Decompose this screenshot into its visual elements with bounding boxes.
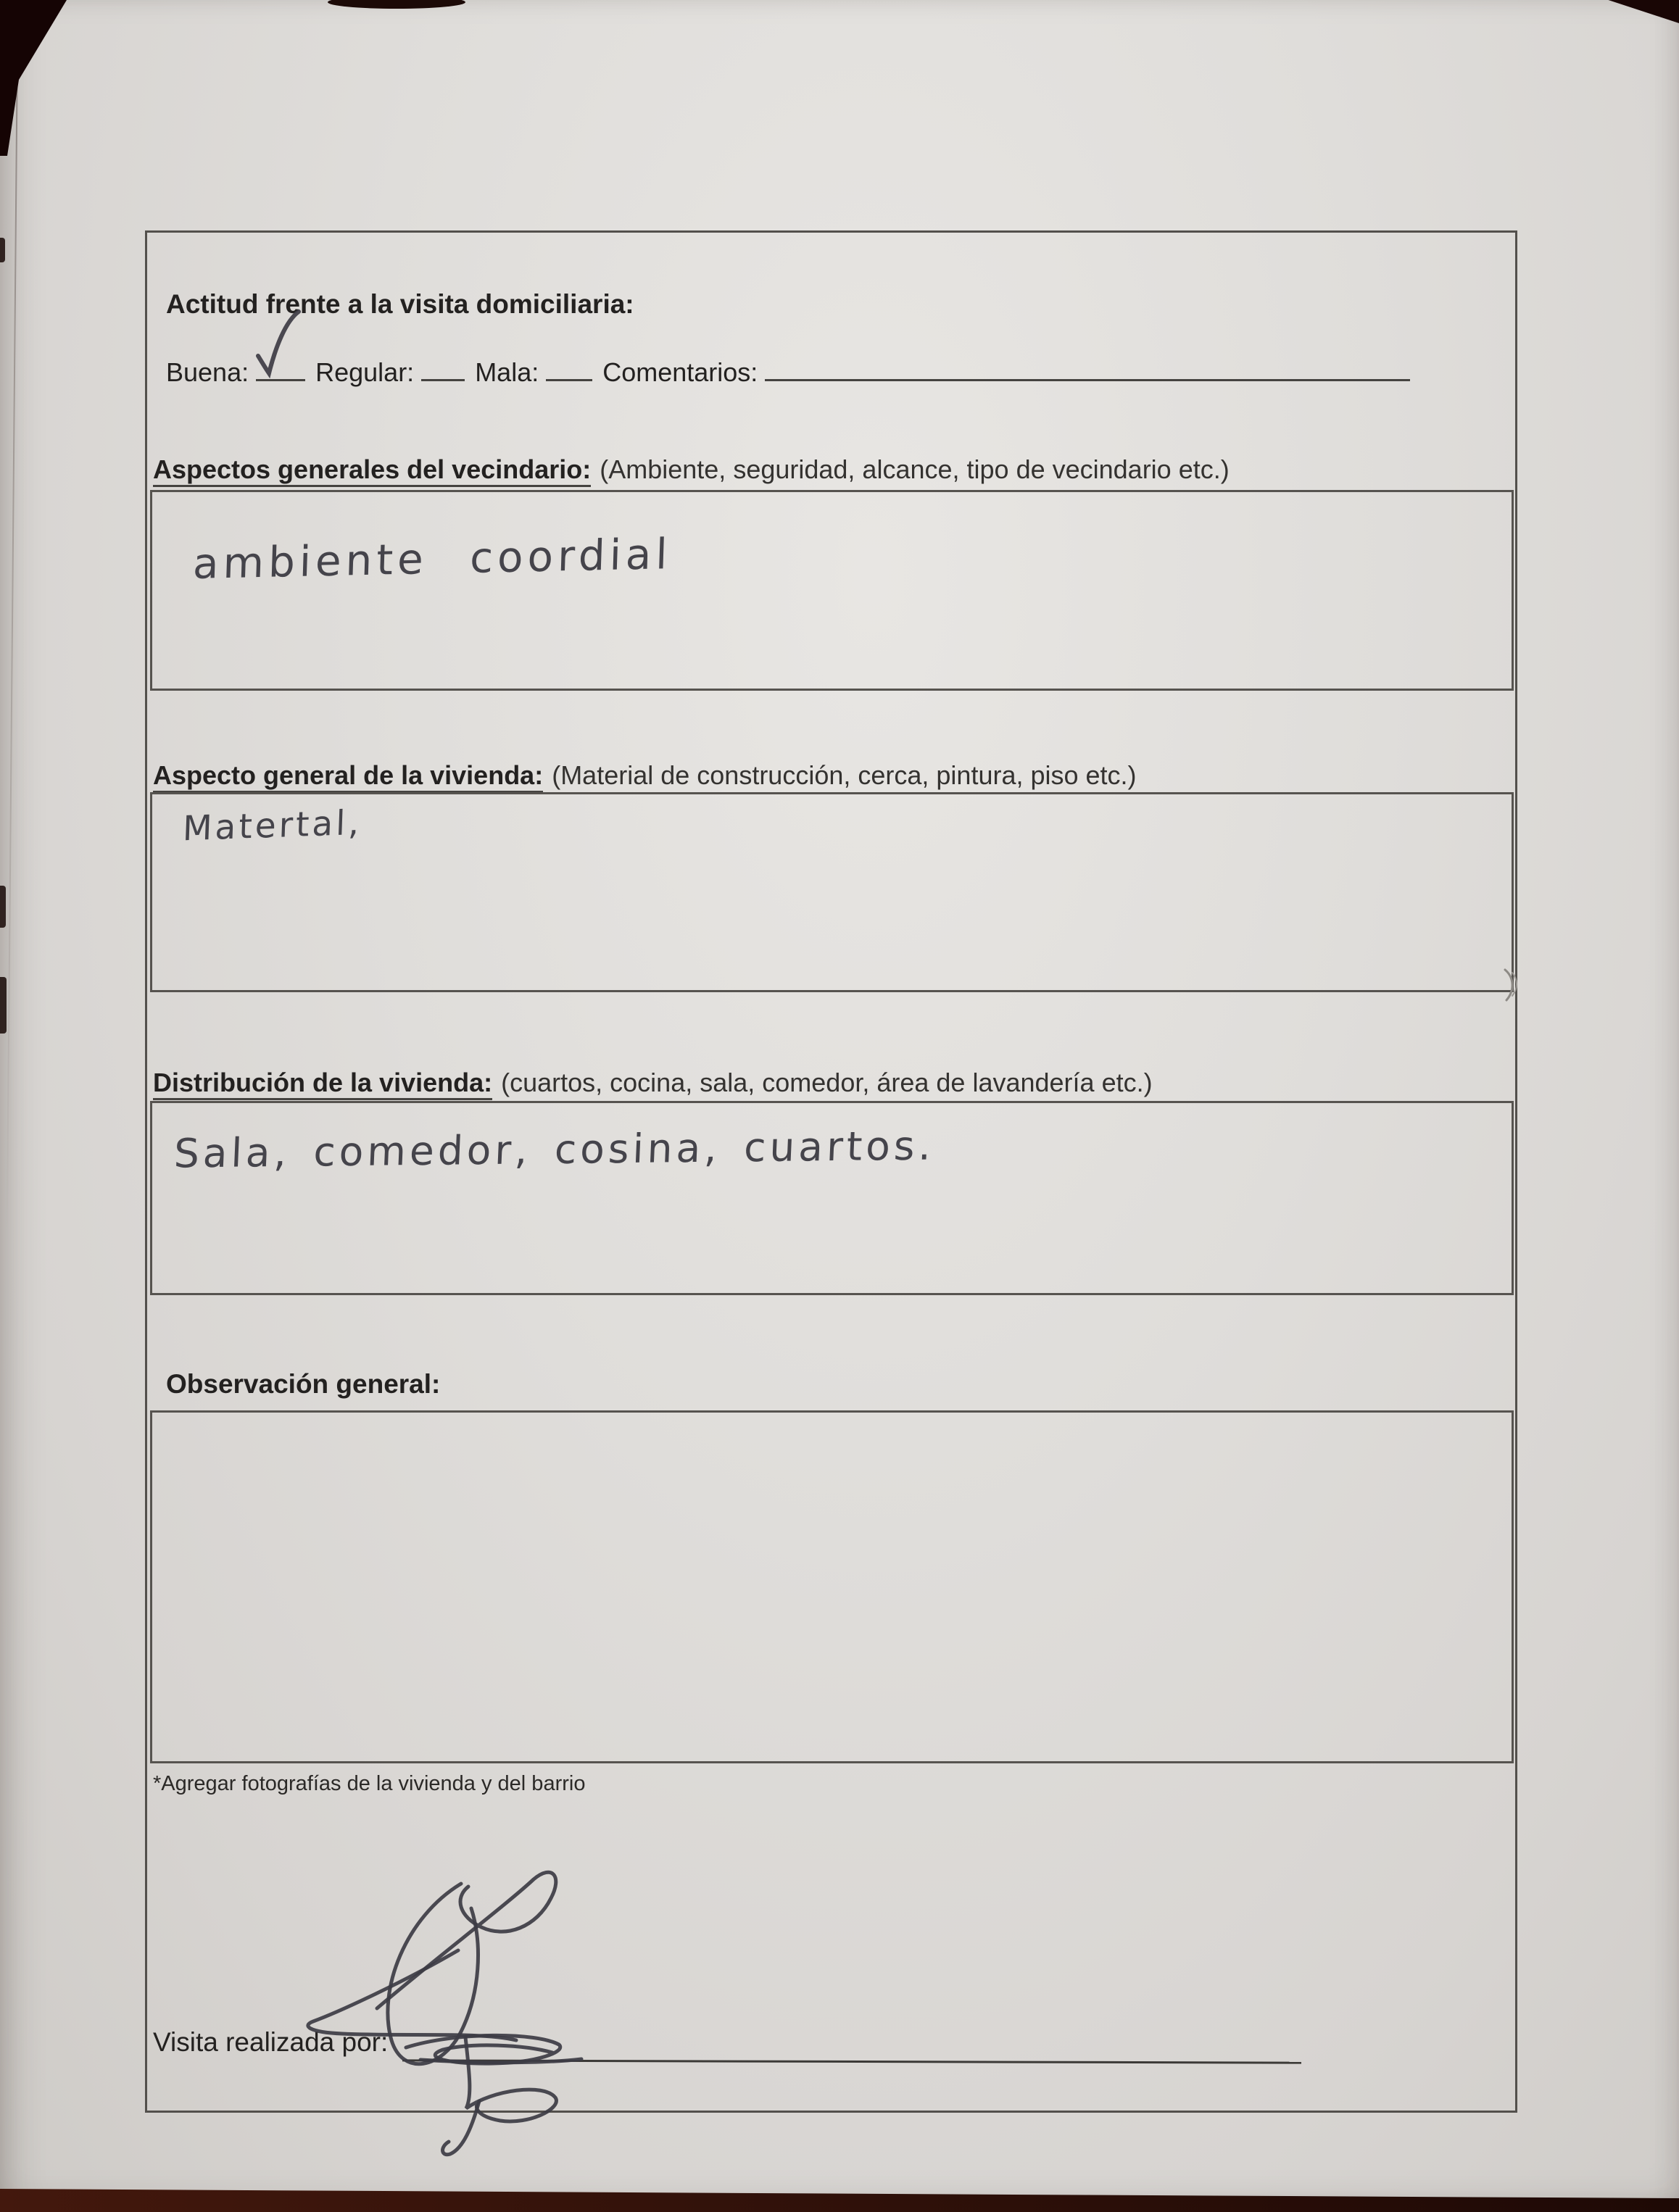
comments-label: Comentarios: [602,357,758,387]
paper-edge-nick [0,238,5,262]
buena-blank [256,354,305,381]
paper-edge-nick [0,886,6,928]
vecindario-title: Aspectos generales del vecindario: [153,454,591,487]
vivienda-answer-box [150,792,1514,992]
option-label-mala: Mala: [475,357,539,387]
paper-edge [6,0,18,1247]
distribucion-title: Distribución de la vivienda: [153,1068,492,1100]
signature-scribble [275,1858,587,2169]
section-title-actitud: Actitud frente a la visita domiciliaria: [166,289,634,319]
observacion-answer-box [150,1410,1514,1763]
handwriting-vivienda: Matertal, [182,802,363,849]
section-heading-observacion: Observación general: [166,1369,441,1399]
distribucion-hint: (cuartos, cocina, sala, comedor, área de lavandería etc.) [501,1068,1153,1097]
option-label-buena: Buena: [166,357,249,387]
vecindario-hint: (Ambiente, seguridad, alcance, tipo de vecindario etc.) [600,454,1230,484]
handwriting-vecindario: ambiente coordial [192,529,673,589]
vivienda-title: Aspecto general de la vivienda: [153,760,543,793]
vivienda-hint: (Material de construcción, cerca, pintura, piso etc.) [552,760,1137,790]
paper-edge-nick [0,977,7,1034]
comments-blank [765,354,1410,381]
handwriting-distribucion: Sala, comedor, cosina, cuartos. [173,1122,936,1177]
checkmark-icon [253,309,305,379]
distribucion-answer-box [150,1101,1514,1295]
option-label-regular: Regular: [315,357,415,387]
section-heading-vecindario [153,454,1230,485]
footnote: *Agregar fotografías de la vivienda y del barrio [153,1772,586,1795]
vecindario-answer-box [150,490,1514,691]
section-heading-vivienda [153,760,1137,791]
form-border [145,230,1517,2113]
paper-crease-mark [1502,968,1521,1006]
visited-by-label: Visita realizada por: [153,2027,389,2057]
regular-blank [421,354,465,381]
mala-blank [546,354,592,381]
attitude-options-row [166,354,1500,388]
section-heading-distribucion [153,1068,1153,1098]
